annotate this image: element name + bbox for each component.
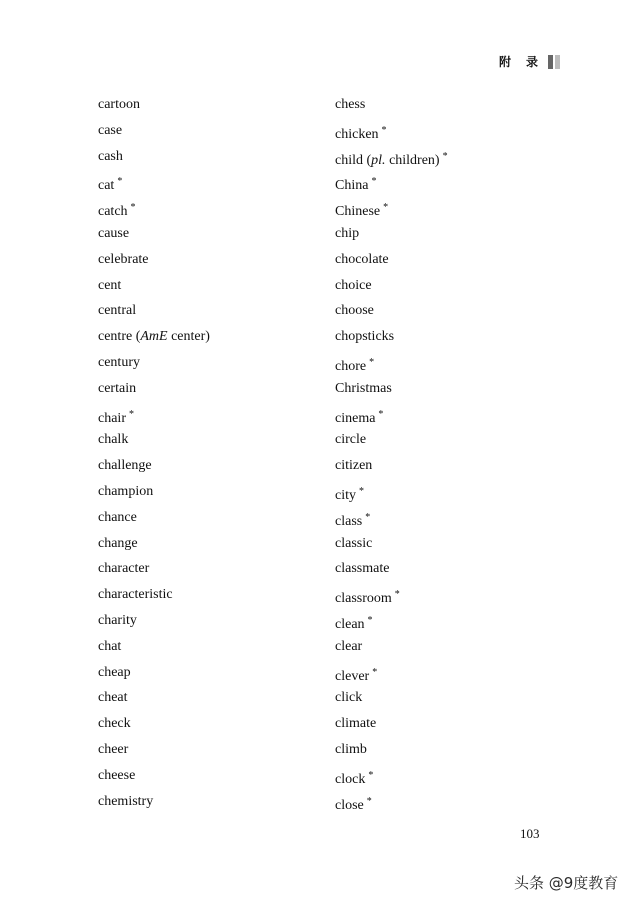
word-entry bbox=[335, 172, 448, 198]
word-text: clear bbox=[335, 638, 363, 654]
word-text: cheap bbox=[98, 664, 131, 680]
asterisk-mark: * bbox=[383, 202, 389, 214]
word-text: climb bbox=[335, 741, 367, 757]
word-entry bbox=[335, 663, 448, 689]
word-entry bbox=[335, 740, 448, 766]
word-text: class bbox=[335, 513, 363, 529]
word-entry bbox=[335, 456, 448, 482]
word-text: chemistry bbox=[98, 793, 154, 809]
asterisk-mark: * bbox=[394, 589, 400, 601]
asterisk-mark: * bbox=[365, 511, 371, 523]
word-note-italic: pl. bbox=[371, 152, 386, 168]
header-bar-dark bbox=[548, 55, 553, 69]
word-text: citizen bbox=[335, 458, 373, 474]
running-header bbox=[499, 53, 560, 70]
word-entry bbox=[335, 198, 448, 224]
word-text: clean bbox=[335, 616, 365, 632]
word-entry bbox=[335, 430, 448, 456]
word-entry bbox=[335, 405, 448, 431]
word-note-open: ( bbox=[366, 152, 372, 168]
word-entry bbox=[98, 714, 210, 740]
word-entry bbox=[98, 353, 210, 379]
word-entry bbox=[98, 224, 210, 250]
word-text: classic bbox=[335, 535, 373, 551]
word-entry bbox=[98, 147, 210, 173]
word-entry bbox=[335, 301, 448, 327]
word-note-open: ( bbox=[135, 329, 141, 345]
word-entry bbox=[335, 534, 448, 560]
word-text: cheer bbox=[98, 741, 129, 757]
word-entry bbox=[335, 714, 448, 740]
word-entry bbox=[98, 792, 210, 818]
word-entry bbox=[98, 95, 210, 121]
word-entry bbox=[98, 482, 210, 508]
word-text: case bbox=[98, 122, 123, 138]
word-entry bbox=[98, 456, 210, 482]
word-entry bbox=[335, 688, 448, 714]
word-text: circle bbox=[335, 432, 367, 448]
word-entry bbox=[335, 508, 448, 534]
word-entry bbox=[98, 766, 210, 792]
word-entry bbox=[98, 198, 210, 224]
word-text: climate bbox=[335, 716, 377, 732]
word-text: character bbox=[98, 561, 150, 577]
word-text: change bbox=[98, 535, 138, 551]
word-text: chopsticks bbox=[335, 329, 395, 345]
header-label: 附 录 bbox=[498, 55, 544, 69]
word-text: child bbox=[335, 152, 363, 168]
asterisk-mark: * bbox=[366, 795, 372, 807]
word-note-italic: AmE bbox=[140, 329, 168, 345]
word-text: celebrate bbox=[98, 251, 149, 267]
word-text: clever bbox=[335, 668, 370, 684]
word-text: charity bbox=[98, 612, 137, 628]
word-entry bbox=[98, 121, 210, 147]
word-text: city bbox=[335, 487, 356, 503]
word-text: check bbox=[98, 716, 131, 732]
word-text: Chinese bbox=[335, 204, 381, 220]
word-text: chore bbox=[335, 358, 367, 374]
word-text: century bbox=[98, 354, 140, 370]
asterisk-mark: * bbox=[371, 176, 377, 188]
asterisk-mark: * bbox=[359, 485, 364, 497]
word-text: catch bbox=[98, 204, 128, 220]
word-text: cause bbox=[98, 225, 130, 241]
word-text: cheat bbox=[98, 690, 128, 706]
word-entry bbox=[98, 405, 210, 431]
word-text: central bbox=[98, 303, 137, 319]
asterisk-mark: * bbox=[117, 176, 123, 188]
word-text: Christmas bbox=[335, 380, 392, 396]
word-entry bbox=[98, 379, 210, 405]
word-text: chip bbox=[335, 225, 360, 241]
word-entry bbox=[335, 482, 448, 508]
word-entry bbox=[98, 508, 210, 534]
word-text: chess bbox=[335, 97, 366, 112]
asterisk-mark: * bbox=[369, 356, 375, 368]
word-text: classmate bbox=[335, 561, 390, 577]
word-entry bbox=[98, 250, 210, 276]
asterisk-mark: * bbox=[378, 408, 384, 420]
word-entry bbox=[98, 688, 210, 714]
word-entry bbox=[98, 740, 210, 766]
word-text: close bbox=[335, 797, 364, 813]
word-entry bbox=[98, 276, 210, 302]
word-entry bbox=[335, 353, 448, 379]
word-entry bbox=[98, 637, 210, 663]
word-entry bbox=[335, 379, 448, 405]
word-list-right-column bbox=[335, 95, 448, 817]
asterisk-mark: * bbox=[442, 150, 448, 162]
word-text: choice bbox=[335, 277, 372, 293]
word-text: cartoon bbox=[98, 97, 140, 112]
word-entry bbox=[335, 585, 448, 611]
word-entry bbox=[335, 611, 448, 637]
word-text: chance bbox=[98, 509, 137, 525]
word-text: chat bbox=[98, 638, 122, 654]
asterisk-mark: * bbox=[381, 124, 387, 136]
word-entry bbox=[335, 637, 448, 663]
word-text: characteristic bbox=[98, 587, 173, 603]
word-entry bbox=[335, 766, 448, 792]
word-entry bbox=[98, 559, 210, 585]
word-text: cheese bbox=[98, 767, 136, 783]
word-entry bbox=[98, 663, 210, 689]
word-text: certain bbox=[98, 380, 137, 396]
word-list-left-column bbox=[98, 95, 210, 817]
word-entry bbox=[335, 276, 448, 302]
word-entry bbox=[335, 250, 448, 276]
word-text: chalk bbox=[98, 432, 129, 448]
word-entry bbox=[98, 534, 210, 560]
word-entry bbox=[335, 224, 448, 250]
word-entry bbox=[335, 792, 448, 818]
header-bar-light bbox=[555, 55, 560, 69]
word-entry bbox=[335, 327, 448, 353]
word-entry bbox=[98, 611, 210, 637]
word-note-close: center) bbox=[171, 329, 210, 345]
word-text: centre bbox=[98, 329, 133, 345]
word-entry bbox=[98, 430, 210, 456]
word-text: champion bbox=[98, 483, 154, 499]
word-entry bbox=[98, 327, 210, 353]
header-bar-mark bbox=[548, 55, 560, 69]
word-text: cat bbox=[98, 178, 115, 194]
word-entry bbox=[335, 121, 448, 147]
word-entry bbox=[98, 301, 210, 327]
page-number: 103 bbox=[520, 826, 540, 841]
word-text: chicken bbox=[335, 126, 379, 142]
word-text: click bbox=[335, 690, 363, 706]
word-entry bbox=[335, 559, 448, 585]
word-text: cinema bbox=[335, 410, 376, 426]
word-entry bbox=[335, 147, 448, 173]
asterisk-mark: * bbox=[128, 408, 134, 420]
watermark: 头条 @9度教育 bbox=[514, 874, 619, 892]
word-text: classroom bbox=[335, 591, 392, 607]
asterisk-mark: * bbox=[372, 666, 378, 678]
word-entry bbox=[98, 172, 210, 198]
word-text: choose bbox=[335, 303, 374, 319]
word-entry bbox=[98, 585, 210, 611]
asterisk-mark: * bbox=[130, 202, 136, 214]
word-text: China bbox=[335, 178, 369, 194]
word-text: chair bbox=[98, 410, 126, 426]
word-text: cent bbox=[98, 277, 122, 293]
word-entry bbox=[335, 95, 448, 121]
word-text: chocolate bbox=[335, 251, 389, 267]
word-text: challenge bbox=[98, 458, 152, 474]
asterisk-mark: * bbox=[367, 614, 373, 626]
word-text: clock bbox=[335, 771, 366, 787]
word-note-close: children) bbox=[389, 152, 440, 168]
word-text: cash bbox=[98, 148, 123, 164]
asterisk-mark: * bbox=[368, 769, 374, 781]
